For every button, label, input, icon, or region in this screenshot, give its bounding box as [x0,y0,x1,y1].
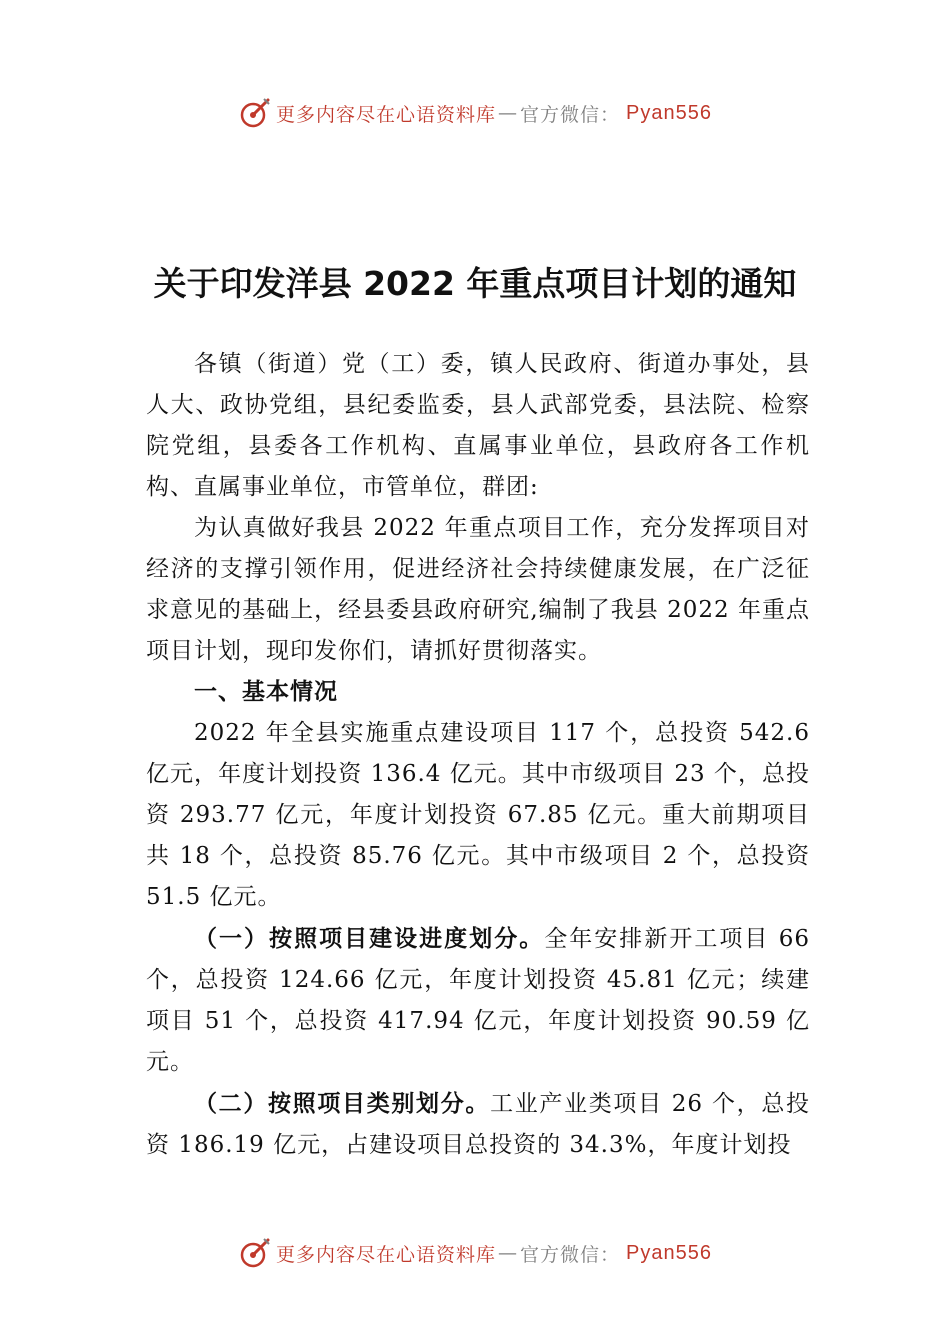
watermark-label: 官方微信： [520,103,621,126]
subsection2-heading: （二）按照项目类别划分。 [194,1090,491,1117]
section1-paragraph: 2022 年全县实施重点建设项目 117 个，总投资 542.6 亿元，年度计划投资 136.4 亿元。其中市级项目 23 个，总投资 293.77 亿元，年度计划投资 67.85 亿元。重大前期项目共 18 个，总投资 85.76 亿元。其中市级项目 2 个，总投资 51.5 亿元。 [146,720,810,910]
watermark-site-text: 更多内容尽在心语资料库 [276,103,497,126]
watermark-label: 官方微信： [520,1243,621,1266]
addressees-paragraph: 各镇（街道）党（工）委，镇人民政府、街道办事处，县人大、政协党组，县纪委监委，县人武部党委，县法院、检察院党组，县委各工作机构、直属事业单位，县政府各工作机构、直属事业单位，市管单位，群团: [146,351,810,500]
watermark-dash: — [498,102,519,124]
subsection2-paragraph [146,1083,810,1166]
subsection1-paragraph [146,918,810,1083]
intro-paragraph: 为认真做好我县 2022 年重点项目工作，充分发挥项目对经济的支撑引领作用，促进经济社会持续健康发展，在广泛征求意见的基础上，经县委县政府研究,编制了我县 2022 年重点项目计划，现印发你们，请抓好贯彻落实。 [146,515,810,664]
watermark-site-text: 更多内容尽在心语资料库 [276,1243,497,1266]
section-heading-basic-situation: 一、基本情况 [194,679,338,705]
subsection1-body: 全年安排新开工项目 66 个，总投资 124.66 亿元，年度计划投资 45.81 亿元；续建项目 51 个，总投资 417.94 亿元，年度计划投资 90.59 亿元。 [146,926,811,1075]
watermark-wechat-id: Pyan556 [626,101,712,124]
pen-logo-icon [238,96,272,130]
document-body [146,344,810,1166]
pen-logo-icon [238,1236,272,1270]
document-title: 关于印发洋县 2022 年重点项目计划的通知 [153,264,797,303]
subsection2-body: 工业产业类项目 26 个，总投资 186.19 亿元，占建设项目总投资的 34.3%，年度计划投 [146,1091,811,1158]
watermark-bottom [0,1236,950,1270]
subsection1-heading: （一）按照项目建设进度划分。 [194,925,545,952]
watermark-dash: — [498,1242,519,1264]
watermark-top [0,96,950,130]
watermark-wechat-id: Pyan556 [626,1241,712,1264]
